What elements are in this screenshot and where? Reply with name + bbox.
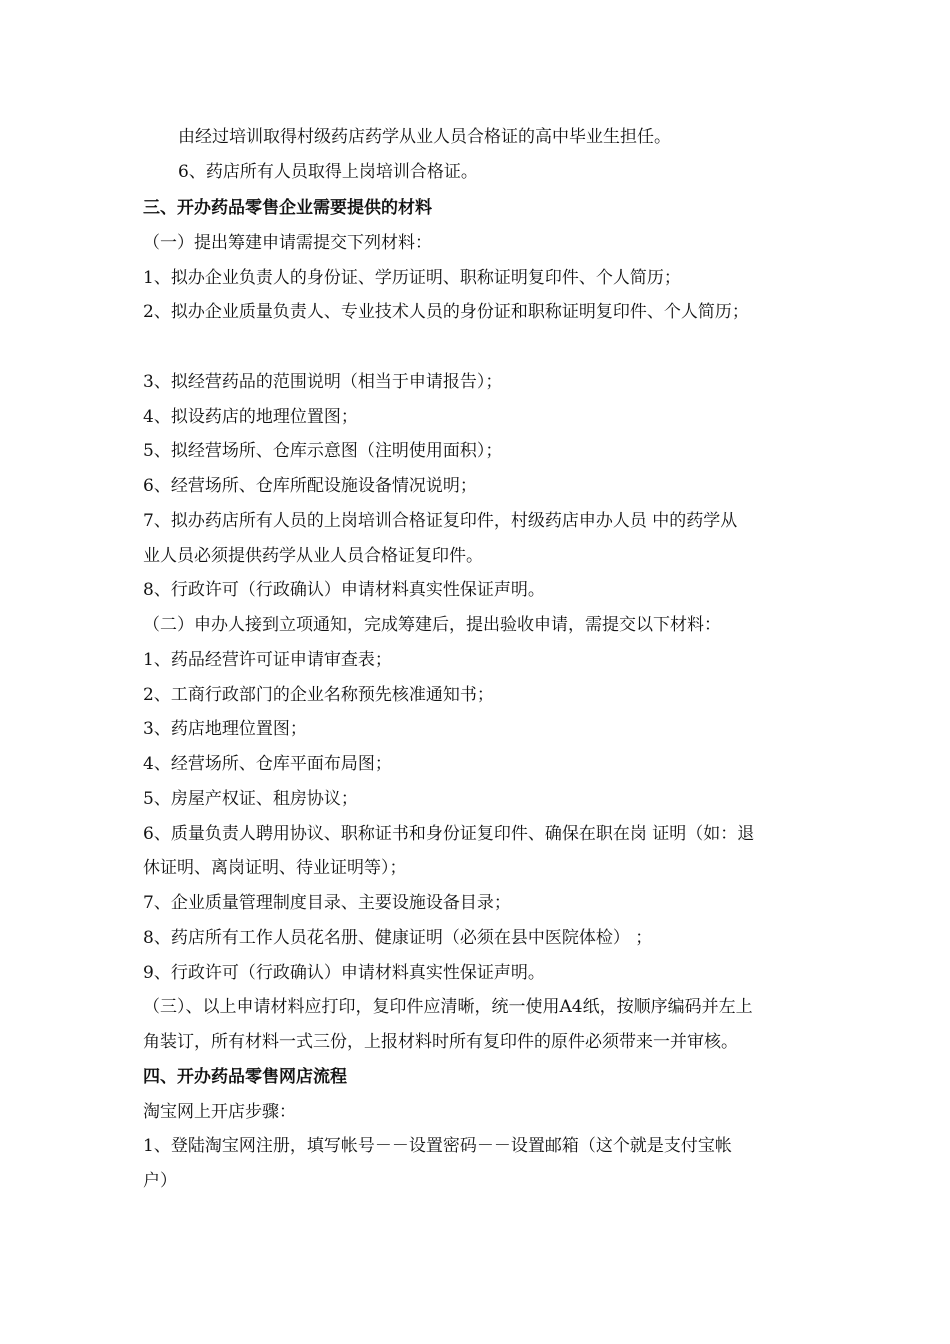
list-item: 5、房屋产权证、租房协议； [143, 789, 358, 809]
list-item: 6、质量负责人聘用协议、职称证书和身份证复印件、确保在职在岗 证明（如：退 [143, 824, 755, 844]
list-item: 7、拟办药店所有人员的上岗培训合格证复印件，村级药店申办人员 中的药学从 [143, 511, 738, 531]
list-item: 8、药店所有工作人员花名册、健康证明（必须在县中医院体检） ； [143, 928, 653, 948]
list-item: 2、拟办企业质量负责人、专业技术人员的身份证和职称证明复印件、个人简历； [143, 302, 749, 322]
list-item: 1、登陆淘宝网注册，填写帐号－－设置密码－－设置邮箱（这个就是支付宝帐 [143, 1136, 732, 1156]
section-heading: 三、开办药品零售企业需要提供的材料 [143, 198, 432, 218]
section-heading: 四、开办药品零售网店流程 [143, 1067, 347, 1087]
subsection-heading: （二）申办人接到立项通知，完成筹建后，提出验收申请，需提交以下材料： [143, 615, 721, 635]
list-item-continued: 业人员必须提供药学从业人员合格证复印件。 [143, 546, 483, 566]
list-item: 7、企业质量管理制度目录、主要设施设备目录； [143, 893, 511, 913]
list-item-continued: 户） [143, 1171, 177, 1191]
paragraph-line: 由经过培训取得村级药店药学从业人员合格证的高中毕业生担任。 [178, 127, 671, 147]
list-item: 9、行政许可（行政确认）申请材料真实性保证声明。 [143, 963, 545, 983]
list-item: 5、拟经营场所、仓库示意图（注明使用面积）； [143, 441, 503, 461]
list-item: 4、拟设药店的地理位置图； [143, 407, 358, 427]
paragraph-line: （三）、以上申请材料应打印，复印件应清晰，统一使用A4纸，按顺序编码并左上 [143, 997, 753, 1017]
list-item: 1、药品经营许可证申请审查表； [143, 650, 392, 670]
list-item: 8、行政许可（行政确认）申请材料真实性保证声明。 [143, 580, 545, 600]
subsection-heading: （一）提出筹建申请需提交下列材料： [143, 233, 432, 253]
paragraph-line: 角装订，所有材料一式三份，上报材料时所有复印件的原件必须带来一并审核。 [143, 1032, 738, 1052]
list-item: 1、拟办企业负责人的身份证、学历证明、职称证明复印件、个人简历； [143, 268, 681, 288]
list-item: 6、经营场所、仓库所配设施设备情况说明； [143, 476, 477, 496]
list-item: 3、药店地理位置图； [143, 719, 307, 739]
paragraph-line: 淘宝网上开店步骤： [143, 1102, 296, 1122]
list-item: 3、拟经营药品的范围说明（相当于申请报告）； [143, 372, 503, 392]
list-item: 4、经营场所、仓库平面布局图； [143, 754, 392, 774]
list-item-continued: 休证明、离岗证明、待业证明等）； [143, 858, 407, 878]
list-item: 2、工商行政部门的企业名称预先核准通知书； [143, 685, 494, 705]
list-item: 6、药店所有人员取得上岗培训合格证。 [178, 162, 478, 182]
